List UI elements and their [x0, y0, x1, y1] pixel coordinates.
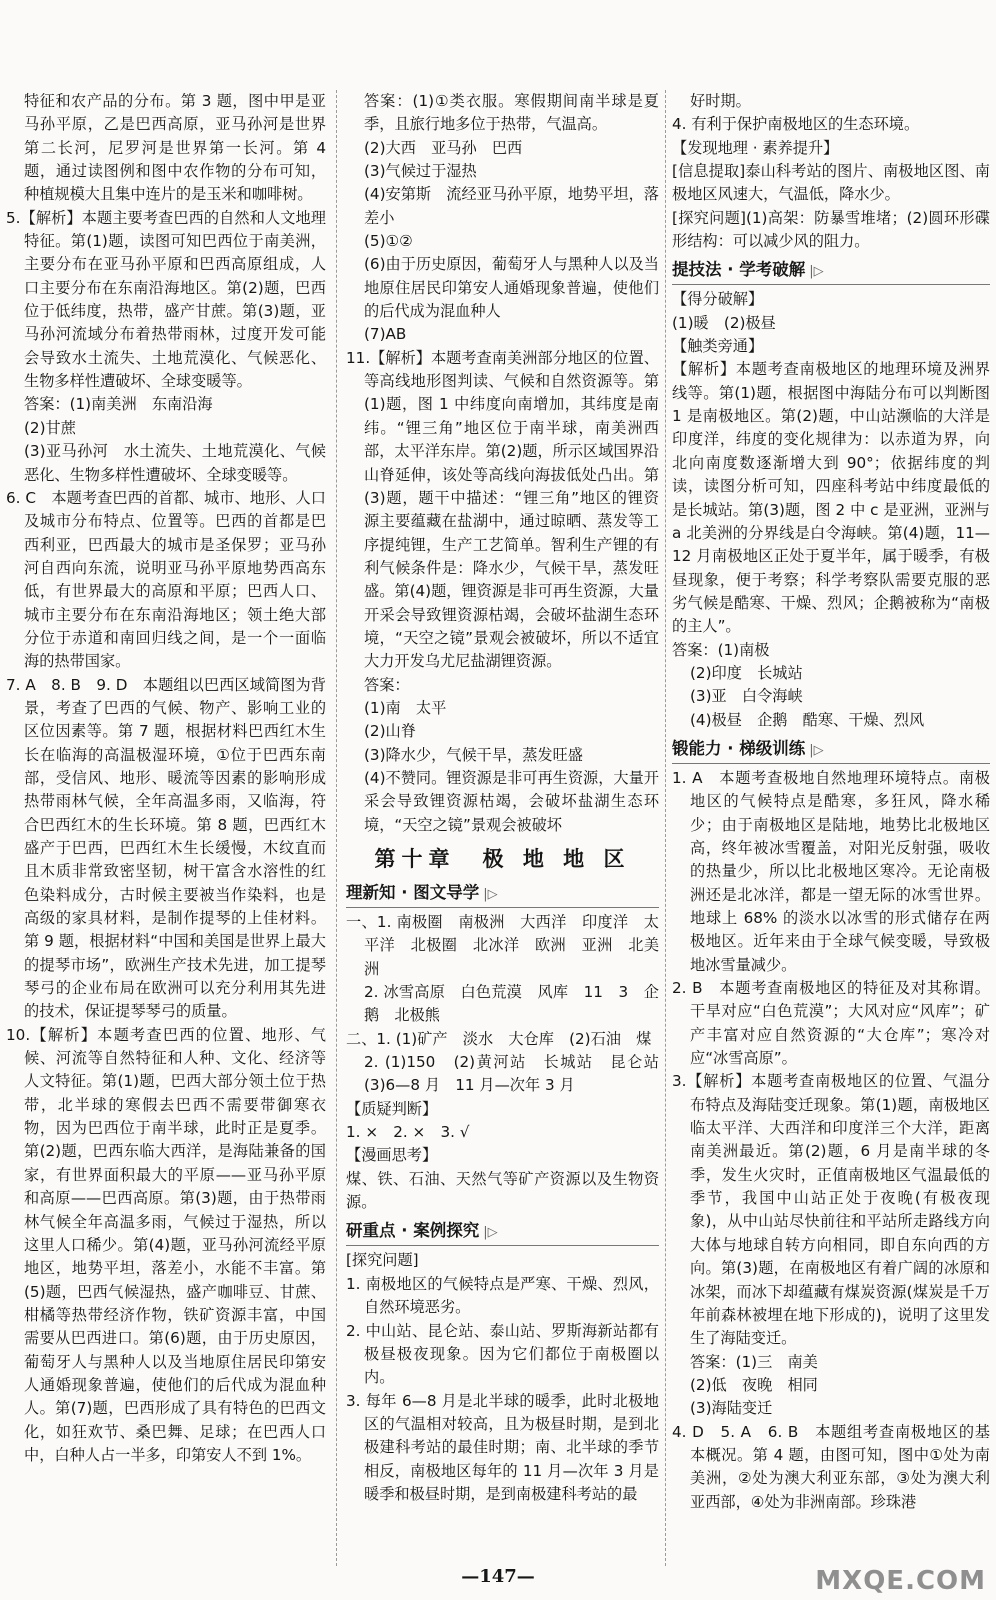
- answer-paragraph: 7. A 8. B 9. D 本题组以巴西区域简图为背景，考查了巴西的气候、物产、影响工业的区位因素等。第 7 题，根据材料巴西红木生长在临海的高温极湿环境，①位于巴西东南部，受信风、地形、暖流等因素的影响形成热带雨林气候，全年高温多雨，又临海，符合巴西红木的生长环境。第 8 题，巴西红木盛产于巴西，巴西红木生长缓慢，木纹直而且木质非常致密坚韧，树干富含水溶性的红色染料成分，古时候主要被当作染料，也是高级的家具材料，是制作提琴的上佳材料。第 9 题，根据材料“中国和美国是世界上最大的提琴市场”，欧洲生产技术先进，加工提琴琴弓的企业布局在欧洲可以充分利用其先进的技术，保证提琴琴弓的质量。: [6, 675, 326, 1021]
- answer-paragraph: 答案：: [364, 675, 410, 694]
- answer-paragraph: 11.【解析】本题考查南美洲部分地区的位置、等高线地形图判读、气候和自然资源等。第(1)题，图 1 中纬度向南增加，其纬度是南纬。“锂三角”地区位于南半球，南美洲西部，太平洋东岸。第(2)题，所示区域国界沿山脊延伸，该处等高线向海拔低处凸出。第(3)题，题干中描述：“锂三角”地区的锂资源主要蕴藏在盐湖中，通过晾晒、蒸发等工序提纯锂，生产工艺简单。智利生产锂的有利气候条件是：降水少，气候干旱，蒸发旺盛。第(4)题，锂资源是非可再生资源，大量开采会导致锂资源枯竭，会破坏盐湖生态环境，“天空之镜”景观会被破坏，所以不适宜大力开发乌尤尼盐湖锂资源。: [346, 348, 659, 671]
- section-heading-text: 提技法 · 学考破解: [672, 260, 806, 280]
- answer-paragraph: 答案：(1)三 南美: [690, 1352, 818, 1371]
- answer-paragraph: 答案：(1)①类衣服。寒假期间南半球是夏季，且旅行地多位于热带，气温高。: [364, 92, 659, 134]
- answer-paragraph: (2)山脊: [364, 722, 416, 741]
- answer-paragraph: 【漫画思考】: [346, 1146, 438, 1165]
- answer-paragraph: 2. B 本题考查南极地区的特征及对其称谓。干旱对应“白色荒漠”；大风对应“风库”；矿产丰富对应自然资源的“大仓库”；寒冷对应“冰雪高原”。: [672, 979, 990, 1068]
- section-heading-text: 理新知 · 图文导学: [346, 883, 480, 902]
- column-divider: [665, 90, 666, 1566]
- answer-paragraph: [信息提取]泰山科考站的图片、南极地区图、南极地区风速大，气温低，降水少。: [672, 162, 990, 204]
- answer-paragraph: 6. C 本题考查巴西的首都、城市、地形、人口及城市分布特点、位置等。巴西的首都是巴西利亚，巴西最大的城市是圣保罗；亚马孙河自西向东流，说明亚马孙平原地势西高东低，有世界最大的高原和平原；巴西人口、城市主要分布在东南沿海地区；领土绝大部分位于赤道和南回归线之间，是一个一面临海的热带国家。: [6, 488, 326, 671]
- column-divider: [336, 90, 337, 1566]
- answer-paragraph: 【得分破解】: [672, 290, 764, 309]
- answer-paragraph: 3. 每年 6—8 月是北半球的暖季，此时北极地区的气温相对较高，且为极昼时期，是到北极建科考站的最佳时期；南、北半球的季节相反，南极地区每年的 11 月—次年 3 月是暖季和极昼时期，是到南极建科考站的最: [346, 1391, 659, 1503]
- answer-paragraph: 特征和农产品的分布。第 3 题，图中甲是亚马孙平原，乙是巴西高原，亚马孙河是世界第二长河，尼罗河是世界第一长河。第 4 题，通过读图例和图中农作物的分布可知，种植规模大且集中连片的是玉米和咖啡树。: [24, 92, 326, 204]
- section-heading: [672, 737, 990, 764]
- section-arrow-icon: |▷: [483, 887, 498, 902]
- answer-paragraph: 3.【解析】本题考查南极地区的位置、气温分布特点及海陆变迁现象。第(1)题，南极地区临太平洋、大西洋和印度洋三个大洋，距离南美洲最近。第(2)题，6 月是南半球的冬季，发生火灾时，正值南极地区气温最低的季节，我国中山站正处于夜晚(有极夜现象)，从中山站尽快前往和平站所走路线方向大体与地球自转方向相同，即自东向西的方向。第(3)题，在南极地区有着广阔的冰原和冰架，而冰下却蕴藏有煤炭资源(煤炭是千万年前森林被埋在地下形成的)，说明了这里发生了海陆变迁。: [672, 1072, 990, 1348]
- section-heading: [672, 258, 990, 285]
- answer-paragraph: (3)亚马孙河 水土流失、土地荒漠化、气候恶化、生物多样性遭破坏、全球变暖等。: [24, 442, 326, 484]
- page-number: —147—: [461, 1566, 535, 1587]
- answer-paragraph: 好时期。: [690, 92, 751, 110]
- answer-paragraph: (6)由于历史原因，葡萄牙人与黑种人以及当地原住居民印第安人通婚现象普遍，使他们的后代成为混血种人: [364, 255, 659, 321]
- answer-paragraph: 答案：(1)南美洲 东南沿海: [24, 395, 213, 414]
- answer-paragraph: 煤、铁、石油、天然气等矿产资源以及生物资源。: [346, 1169, 659, 1212]
- answer-paragraph: 一、1. 南极圈 南极洲 大西洋 印度洋 太平洋 北极圈 北冰洋 欧洲 亚洲 北美洲: [346, 913, 659, 978]
- chapter-title: 第十章 极 地 地 区: [374, 847, 631, 871]
- answer-paragraph: 【发现地理 · 素养提升】: [672, 138, 839, 157]
- answer-paragraph: (4)安第斯 流经亚马孙平原，地势平坦，落差小: [364, 185, 659, 227]
- answer-paragraph: 【质疑判断】: [346, 1099, 438, 1118]
- answer-paragraph: (7)AB: [364, 325, 407, 344]
- answer-paragraph: (3)气候过于湿热: [364, 162, 477, 181]
- answer-paragraph: (2)大西 亚马孙 巴西: [364, 138, 523, 157]
- column-middle: [346, 90, 675, 1506]
- answer-paragraph: 【解析】本题考查南极地区的地理环境及洲界线等。第(1)题，根据图中海陆分布可以判断图 1 是南极地区。第(2)题，中山站濒临的大洋是印度洋，纬度的变化规律为：以赤道为界，向北向南度数逐渐增大到 90°；依据纬度的判读，读图分析可知，四座科考站中纬度最低的是长城站。第(3)题，图 2 中 c 是亚洲，亚洲与 a 北美洲的分界线是白令海峡。第(4)题，11—12 月南极地区正处于夏半年，属于暖季，有极昼现象，便于考察；科学考察队需要克服的恶劣气候是酷寒、干燥、烈风；企鹅被称为“南极的主人”。: [672, 360, 990, 636]
- answer-paragraph: (2)甘蔗: [24, 418, 76, 437]
- answer-paragraph: 1. A 本题考查极地自然地理环境特点。南极地区的气候特点是酷寒，多狂风，降水稀少；由于南极地区是陆地，地势比北极地区高，终年被冰雪覆盖，对阳光反射强，吸收的热量少，所以比北极地区寒冷。无论南极洲还是北冰洋，都是一望无际的冰雪世界。地球上 68% 的淡水以冰雪的形式储存在两极地区。近年来由于全球气候变暖，导致极地冰雪量减少。: [672, 768, 990, 974]
- answer-paragraph: (3)亚 白令海峡: [690, 687, 803, 706]
- section-heading: [346, 881, 659, 908]
- answer-paragraph: (1)暖 (2)极昼: [672, 313, 776, 332]
- section-arrow-icon: |▷: [483, 1225, 498, 1241]
- section-heading-text: 研重点 · 案例探究: [346, 1221, 480, 1241]
- section-arrow-icon: |▷: [809, 264, 824, 280]
- answer-paragraph: (5)①②: [364, 232, 413, 251]
- answer-paragraph: 【触类旁通】: [672, 337, 764, 356]
- answer-paragraph: 2. 冰雪高原 白色荒漠 风库 11 3 企鹅 北极熊: [364, 983, 659, 1025]
- answer-paragraph: (2)印度 长城站: [690, 663, 803, 682]
- answer-paragraph: 4. 有利于保护南极地区的生态环境。: [672, 115, 920, 134]
- watermark-logo: MXQE.COM: [815, 1566, 986, 1596]
- answer-paragraph: (3)降水少，气候干旱，蒸发旺盛: [364, 745, 583, 764]
- answer-paragraph: 1. 南极地区的气候特点是严寒、干燥、烈风，自然环境恶劣。: [346, 1274, 659, 1317]
- answer-paragraph: (1)南 太平: [364, 698, 447, 717]
- answer-paragraph: 10.【解析】本题考查巴西的位置、地形、气候、河流等自然特征和人种、文化、经济等人文特征。第(1)题，巴西大部分领土位于热带，北半球的寒假去巴西不需要带御寒衣物，因为巴西位于南半球，此时正是夏季。第(2)题，巴西东临大西洋，是海陆兼备的国家，有世界面积最大的平原——亚马孙平原和高原——巴西高原。第(3)题，由于热带雨林气候全年高温多雨，气候过于湿热，所以这里人口稀少。第(4)题，亚马孙河流经平原地区，地势平坦，落差小，水能不丰富。第(5)题，巴西气候湿热，盛产咖啡豆、甘蔗、柑橘等热带经济作物，铁矿资源丰富，中国需要从巴西进口。第(6)题，由于历史原因，葡萄牙人与黑种人以及当地原住居民印第安人通婚现象普遍，使他们的后代成为混血种人。第(7)题，巴西形成了具有特色的巴西文化，如狂欢节、桑巴舞、足球；在巴西人口中，白种人占一半多，印第安人不到 1%。: [6, 1025, 326, 1464]
- answer-paragraph: 5.【解析】本题主要考查巴西的自然和人文地理特征。第(1)题，读图可知巴西位于南美洲，主要分布在亚马孙平原和巴西高原组成，人口主要分布在东南沿海地区。第(2)题，巴西位于低纬度，热带，盛产甘蔗。第(3)题，亚马孙河流域分布着热带雨林，过度开发可能会导致水土流失、土地荒漠化、气候恶化、生物多样性遭破坏、全球变暖等。: [6, 208, 326, 391]
- column-left: [6, 90, 326, 1467]
- section-heading-text: 锻能力 · 梯级训练: [672, 738, 806, 758]
- section-arrow-icon: |▷: [809, 742, 824, 758]
- answer-paragraph: [探究问题](1)高架：防暴雪堆堵；(2)圆环形碟形结构：可以减少风的阻力。: [672, 208, 990, 251]
- answer-paragraph: (4)不赞同。锂资源是非可再生资源，大量开采会导致锂资源枯竭，会破坏盐湖生态环境，“天空之镜”景观会被破坏: [364, 768, 659, 834]
- answer-paragraph: 二、1. (1)矿产 淡水 大仓库 (2)石油 煤: [346, 1029, 652, 1048]
- answer-paragraph: 1. × 2. × 3. √: [346, 1123, 470, 1142]
- answer-paragraph: 2. 中山站、昆仑站、泰山站、罗斯海新站都有极昼极夜现象。因为它们都位于南极圈以内。: [346, 1321, 659, 1387]
- answer-paragraph: [探究问题]: [346, 1251, 419, 1270]
- answer-paragraph: (2)低 夜晚 相同: [690, 1375, 818, 1394]
- answer-paragraph: (3)海陆变迁: [690, 1399, 773, 1418]
- answer-paragraph: 答案：(1)南极: [672, 640, 770, 659]
- answer-paragraph: (4)极昼 企鹅 酷寒、干燥、烈风: [690, 710, 925, 729]
- column-right: [672, 90, 990, 1514]
- answer-paragraph: 4. D 5. A 6. B 本题组考查南极地区的基本概况。第 4 题，由图可知，图中①处为南美洲，②处为澳大利亚东部，③处为澳大利亚西部，④处为非洲南部。珍珠港: [672, 1422, 990, 1511]
- answer-paragraph: 2. (1)150 (2)黄河站 长城站 昆仑站 (3)6—8 月 11 月—次年 3 月: [364, 1053, 675, 1095]
- section-heading: [346, 1219, 659, 1246]
